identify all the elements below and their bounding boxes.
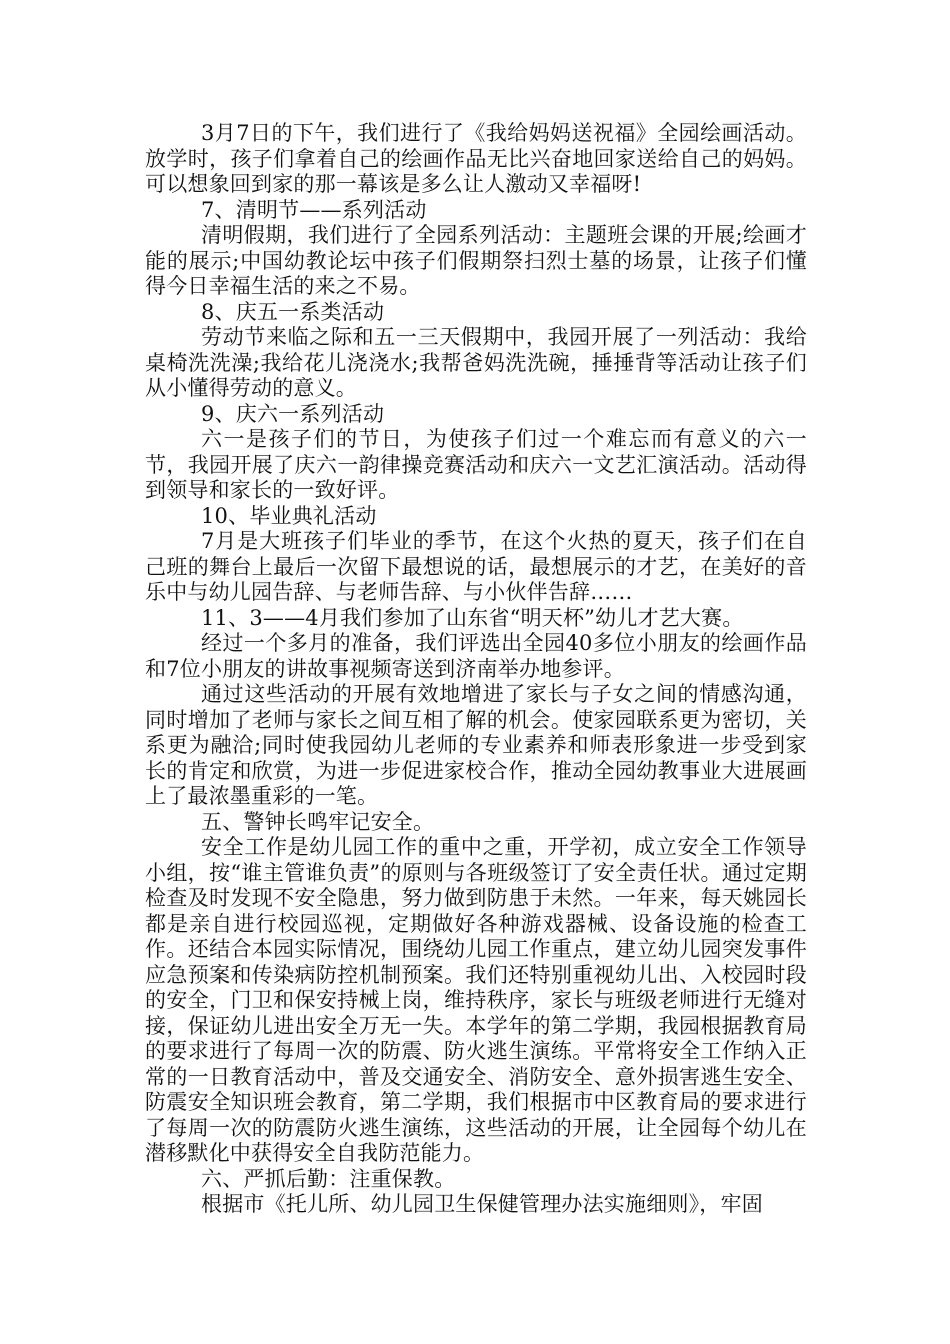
paragraph: 劳动节来临之际和五一三天假期中，我园开展了一列活动：我给桌椅洗洗澡;我给花儿浇浇水;我帮爸妈洗洗碗，捶捶背等活动让孩子们从小懂得劳动的意义。: [145, 325, 807, 400]
section-heading: 9、庆六一系列活动: [201, 401, 385, 426]
paragraph: 7月是大班孩子们毕业的季节，在这个火热的夏天，孩子们在自己班的舞台上最后一次留下最想说的话，最想展示的才艺，在美好的音乐中与幼儿园告辞、与老师告辞、与小伙伴告辞……: [145, 529, 807, 604]
document-page: [145, 121, 807, 1218]
section-heading: 六、严抓后勤：注重保教。: [201, 1166, 456, 1191]
paragraph: 经过一个多月的准备，我们评选出全园40多位小朋友的绘画作品和7位小朋友的讲故事视频寄送到济南举办地参评。: [145, 631, 807, 681]
paragraph: 六一是孩子们的节日，为使孩子们过一个难忘而有意义的六一节，我园开展了庆六一韵律操竞赛活动和庆六一文艺汇演活动。活动得到领导和家长的一致好评。: [145, 427, 807, 502]
paragraph: 清明假期，我们进行了全园系列活动：主题班会课的开展;绘画才能的展示;中国幼教论坛中孩子们假期祭扫烈士墓的场景，让孩子们懂得今日幸福生活的来之不易。: [145, 223, 807, 298]
paragraph: 3月7日的下午，我们进行了《我给妈妈送祝福》全园绘画活动。放学时，孩子们拿着自己的绘画作品无比兴奋地回家送给自己的妈妈。可以想象回到家的那一幕该是多么让人激动又幸福呀!: [145, 121, 807, 196]
section-heading: 五、警钟长鸣牢记安全。: [201, 809, 435, 834]
section-heading: 10、毕业典礼活动: [201, 503, 377, 528]
paragraph: 通过这些活动的开展有效地增进了家长与子女之间的情感沟通，同时增加了老师与家长之间互相了解的机会。使家园联系更为密切，关系更为融洽;同时使我园幼儿老师的专业素养和师表形象进一步受到家长的肯定和欣赏，为进一步促进家校合作，推动全园幼教事业大进展画上了最浓墨重彩的一笔。: [145, 682, 807, 808]
paragraph: 根据市《托儿所、幼儿园卫生保健管理办法实施细则》，牢固: [201, 1192, 763, 1216]
section-heading: 7、清明节——系列活动: [201, 197, 427, 222]
section-heading: 11、3——4月我们参加了山东省“明天杯”幼儿才艺大赛。: [201, 605, 744, 630]
section-heading: 8、庆五一系类活动: [201, 299, 385, 324]
paragraph: 安全工作是幼儿园工作的重中之重，开学初，成立安全工作领导小组，按“谁主管谁负责”的原则与各班级签订了安全责任状。通过定期检查及时发现不安全隐患，努力做到防患于未然。一年来，每天姚园长都是亲自进行校园巡视，定期做好各种游戏器械、设备设施的检查工作。还结合本园实际情况，围绕幼儿园工作重点，建立幼儿园突发事件应急预案和传染病防控机制预案。我们还特别重视幼儿出、入校园时段的安全，门卫和保安持械上岗，维持秩序，家长与班级老师进行无缝对接，保证幼儿进出安全万无一失。本学年的第二学期，我园根据教育局的要求进行了每周一次的防震、防火逃生演练。平常将安全工作纳入正常的一日教育活动中，普及交通安全、消防安全、意外损害逃生安全、防震安全知识班会教育，第二学期，我们根据市中区教育局的要求进行了每周一次的防震防火逃生演练，这些活动的开展，让全园每个幼儿在潜移默化中获得安全自我防范能力。: [145, 835, 807, 1165]
